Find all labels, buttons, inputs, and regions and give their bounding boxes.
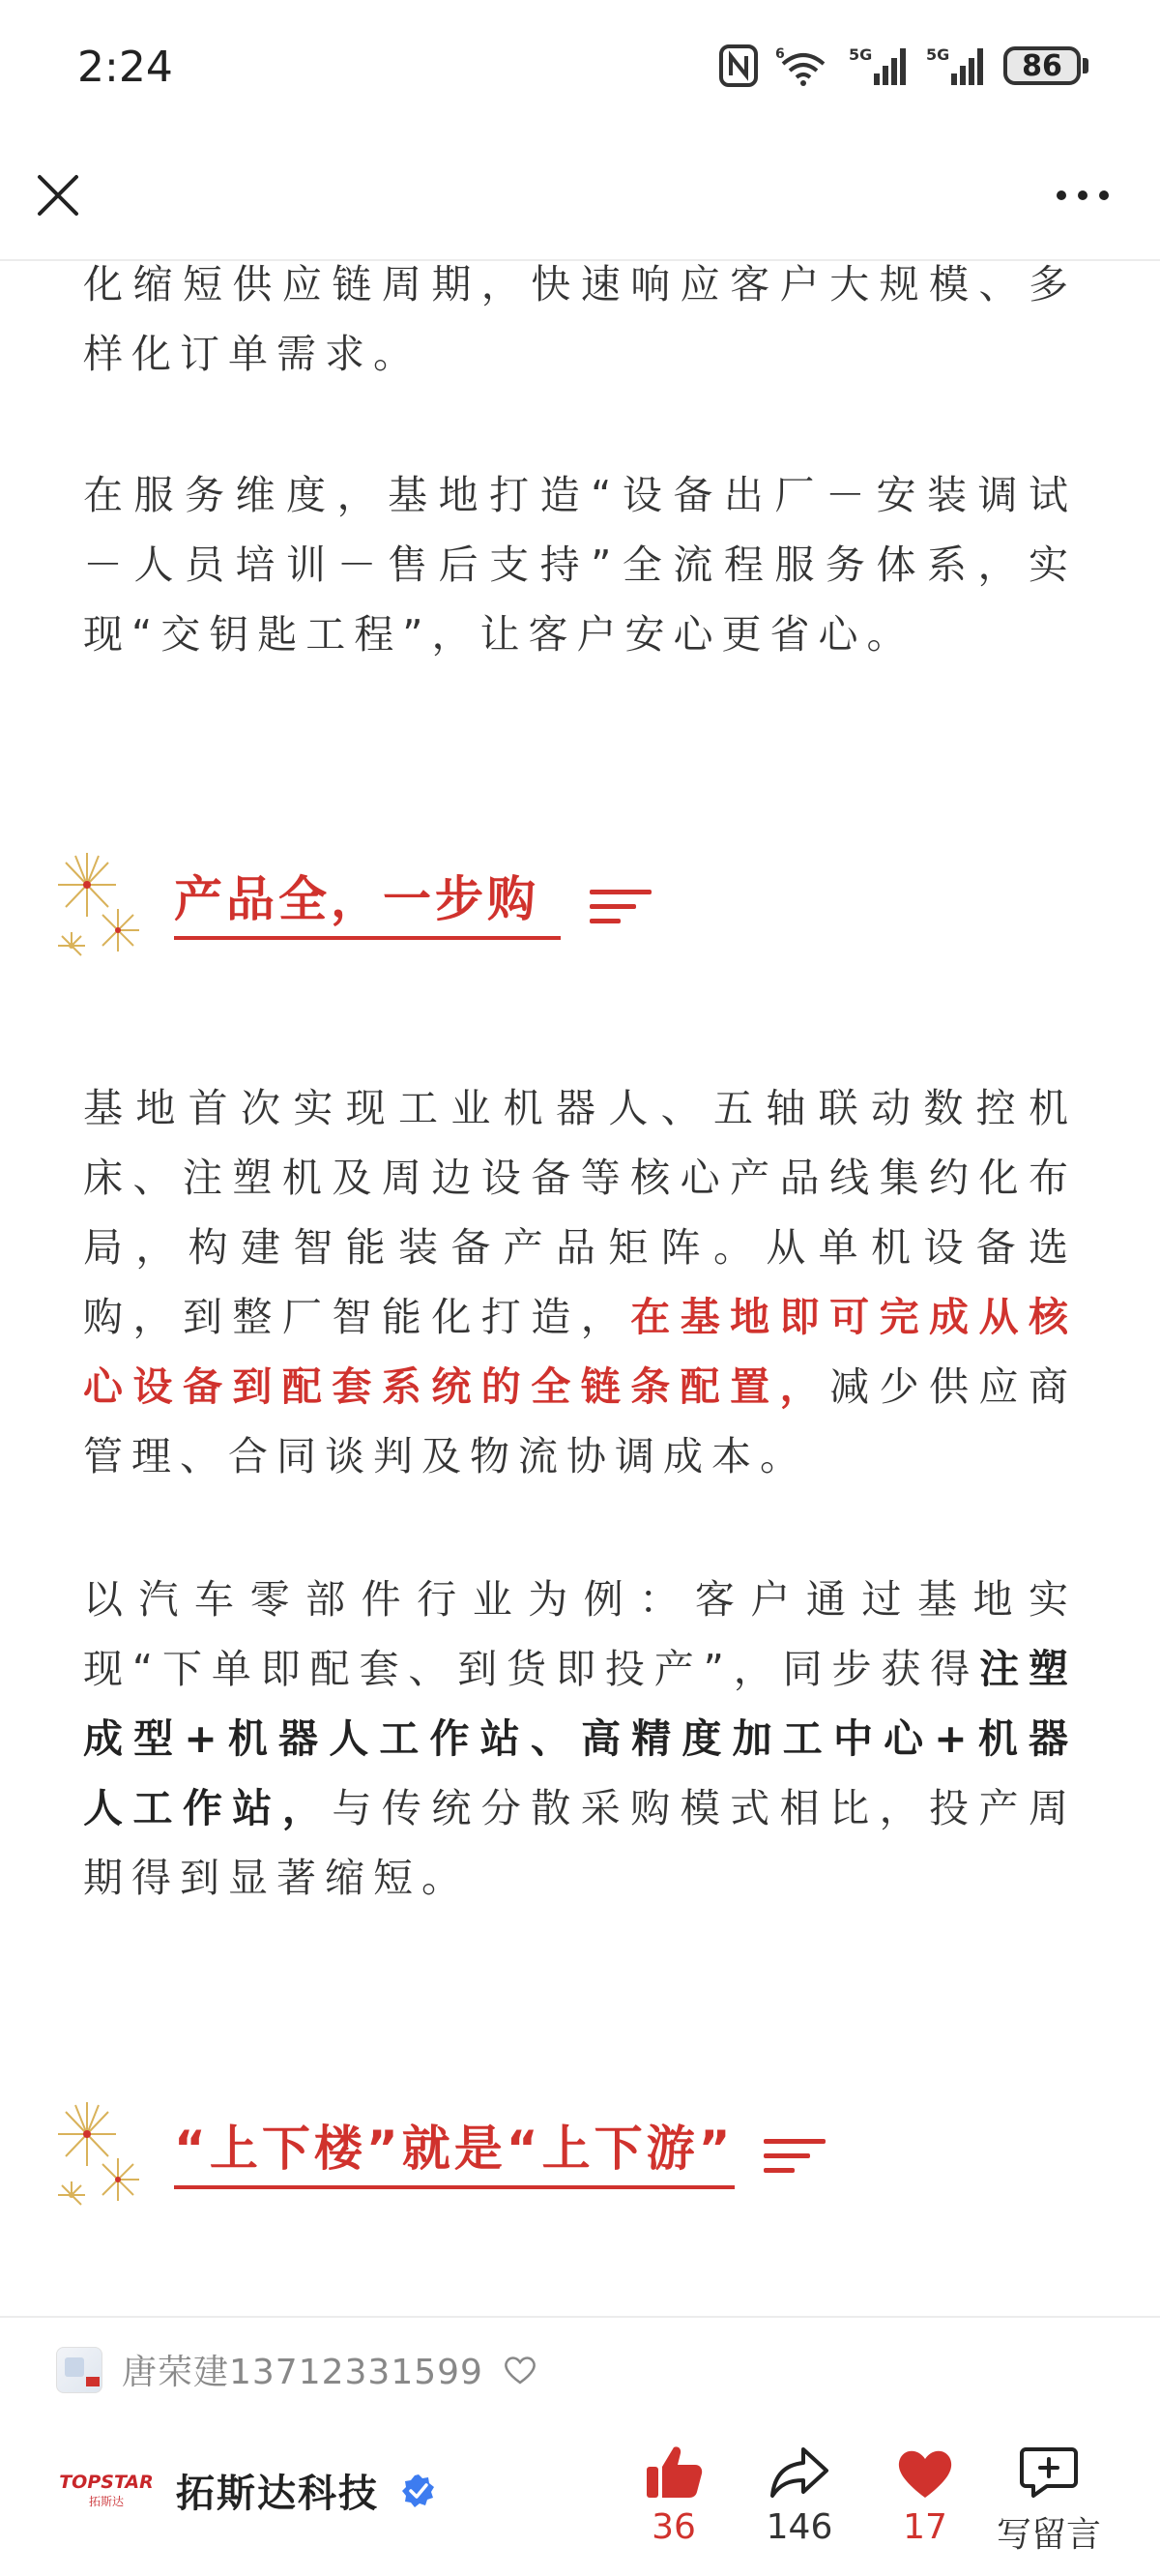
status-bar [0, 0, 1160, 135]
author-line[interactable] [56, 2345, 537, 2394]
comment-add-icon [1018, 2444, 1080, 2502]
nfc-icon [719, 44, 758, 87]
menu-lines-icon [764, 2137, 827, 2176]
heart-icon [894, 2444, 956, 2502]
share-button[interactable] [737, 2444, 862, 2547]
paragraph-auto-parts-text-1: 以汽车零部件行业为例：客户通过基地实现“下单即配套、到货即投产”，同步获得 [83, 1576, 1077, 1692]
fireworks-icon [48, 2091, 155, 2216]
section-title-products: 产品全，一步购 [174, 871, 539, 927]
nav-bar [0, 135, 1160, 261]
brand-logo-subtext: 拓斯达 [88, 2495, 124, 2508]
fireworks-icon [48, 841, 155, 967]
close-button[interactable] [29, 166, 87, 224]
paragraph-supply-chain: 化缩短供应链周期，快速响应客户大规模、多样化订单需求。 [83, 261, 1077, 377]
battery-indicator [1003, 46, 1088, 85]
wifi-icon [775, 44, 831, 87]
battery-tip [1083, 58, 1088, 73]
favorite-button[interactable] [862, 2444, 988, 2547]
status-time: 2:24 [77, 43, 173, 92]
thumbs-up-icon [643, 2444, 705, 2502]
favorite-count: 17 [903, 2507, 947, 2547]
write-comment-label: 写留言 [996, 2515, 1101, 2555]
section-header-products [48, 841, 918, 977]
section-title-underline [174, 2185, 735, 2189]
paragraph-auto-parts-bold: 注塑成型+机器人工作站、高精度加工中心+机器人工作站， [83, 1646, 1078, 1831]
section-header-upstairs [48, 2091, 918, 2226]
svg-text:6: 6 [775, 46, 785, 62]
svg-text:5G: 5G [849, 45, 873, 64]
more-options-button[interactable] [1044, 166, 1121, 224]
verified-badge-icon [400, 2473, 437, 2509]
paragraph-product-lines-highlight: 在基地即可完成从核心设备到配套系统的全链条配置， [83, 1294, 1078, 1410]
article-body [0, 261, 1160, 2316]
menu-lines-icon [590, 888, 653, 926]
avatar-flag-icon [57, 2348, 103, 2394]
bottom-bar [0, 2316, 1160, 2576]
like-count: 36 [652, 2507, 696, 2547]
battery-level: 86 [1003, 46, 1081, 85]
author-name: 唐荣建13712331599 [122, 2353, 483, 2392]
more-dots-icon [1054, 189, 1112, 202]
share-arrow-icon [768, 2444, 830, 2502]
section-title-underline [174, 936, 561, 940]
status-icons [719, 44, 1088, 87]
like-button[interactable] [611, 2444, 737, 2547]
brand-account[interactable] [58, 2463, 437, 2518]
brand-name: 拓斯达科技 [176, 2472, 379, 2516]
paragraph-service: 在服务维度，基地打造“设备出厂－安装调试－人员培训－售后支持”全流程服务体系，实现“交钥匙工程”，让客户安心更省心。 [83, 472, 1077, 658]
brand-logo [58, 2464, 155, 2518]
paragraph-auto-parts-text-2: 与传统分散采购模式相比，投产周期得到显著缩短。 [83, 1785, 1078, 1901]
paragraph-product-lines-text-2: 减少供应商管理、合同谈判及物流协调成本。 [83, 1363, 1078, 1479]
paragraph-auto-parts-example [83, 1565, 1077, 1913]
section-title-upstairs: “上下楼”就是“上下游” [174, 2121, 735, 2177]
paragraph-product-lines-text-1: 基地首次实现工业机器人、五轴联动数控机床、注塑机及周边设备等核心产品线集约化布局，构建智能装备产品矩阵。从单机设备选购，到整厂智能化打造， [83, 1085, 1077, 1340]
brand-logo-text: TOPSTAR [59, 2472, 154, 2493]
author-avatar [56, 2347, 102, 2393]
share-count: 146 [766, 2507, 833, 2547]
write-comment-button[interactable] [986, 2444, 1112, 2557]
signal-5g-icon-2 [926, 44, 986, 87]
paragraph-product-lines [83, 1073, 1077, 1491]
signal-5g-icon-1 [849, 44, 909, 87]
svg-text:5G: 5G [926, 45, 950, 64]
heart-outline-icon[interactable] [503, 2355, 537, 2386]
close-icon [36, 173, 80, 218]
